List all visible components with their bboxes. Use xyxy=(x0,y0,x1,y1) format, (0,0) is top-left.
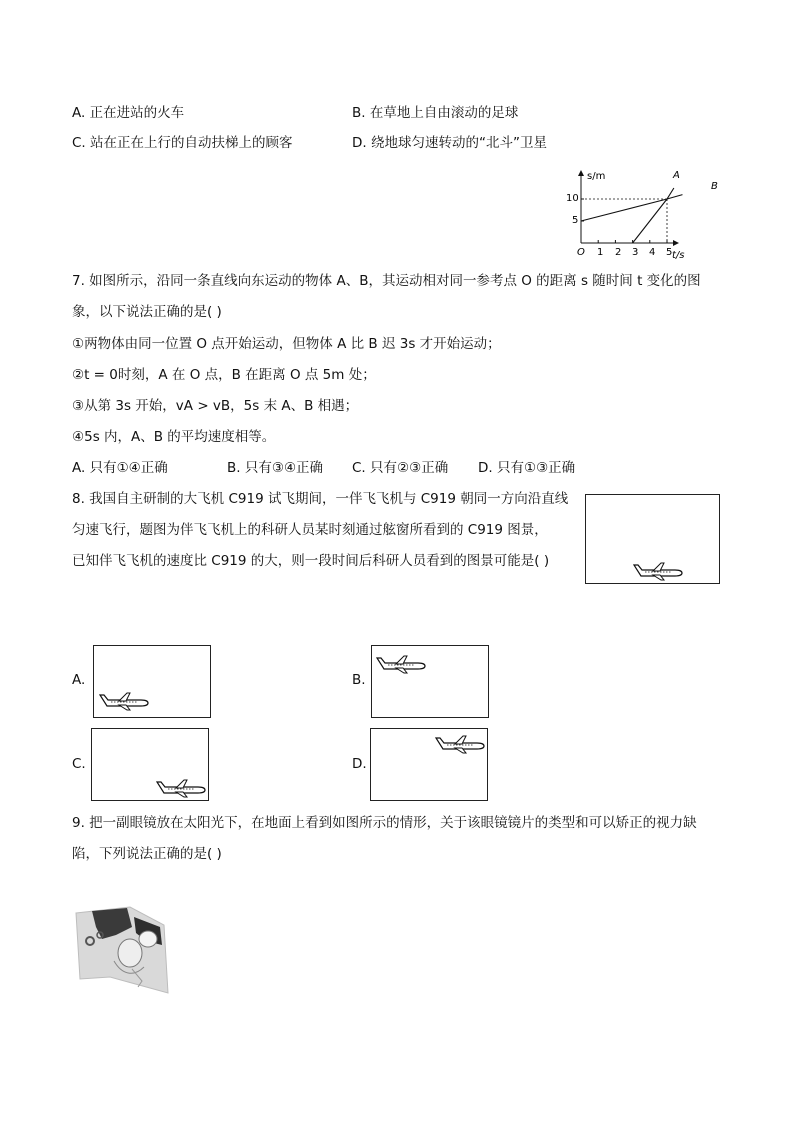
q7-option-c: C. 只有②③正确 xyxy=(352,460,449,476)
q7-statement-2: ②t = 0时刻，A 在 O 点，B 在距离 O 点 5m 处； xyxy=(72,367,376,383)
x-tick-label-2: 2 xyxy=(615,247,622,258)
q6-option-a: A. 正在进站的火车 xyxy=(72,105,185,121)
q8-stem-line3: 已知伴飞飞机的速度比 C919 的大，则一段时间后科研人员看到的图景可能是( ) xyxy=(72,553,550,569)
x-tick-label-4: 4 xyxy=(649,247,656,258)
q9-stem-line2: 陷，下列说法正确的是( ) xyxy=(72,846,222,862)
q7-option-d: D. 只有①③正确 xyxy=(478,460,576,476)
q8-stem-line2: 匀速飞行，题图为伴飞飞机上的科研人员某时刻通过舷窗所看到的 C919 图景， xyxy=(72,522,548,538)
origin-label: O xyxy=(577,247,585,258)
y-axis-label: s/m xyxy=(587,171,606,182)
q8-option-c-label: C. xyxy=(72,756,86,772)
glasses-shadow-photo xyxy=(72,905,172,997)
q7-statement-1: ①两物体由同一位置 O 点开始运动，但物体 A 比 B 迟 3s 才开始运动； xyxy=(72,336,501,352)
airplane-icon xyxy=(154,776,206,798)
airplane-icon xyxy=(631,559,683,581)
q9-stem-line1: 9. 把一副眼镜放在太阳光下，在地面上看到如图所示的情形，关于该眼镜镜片的类型和可以矫正的视力缺 xyxy=(72,815,697,831)
airplane-icon xyxy=(433,732,485,754)
y-tick-label-10: 10 xyxy=(566,193,579,204)
q8-reference-window xyxy=(585,494,720,584)
x-tick-label-1: 1 xyxy=(597,247,604,258)
q7-stem-line1: 7. 如图所示，沿同一条直线向东运动的物体 A、B，其运动相对同一参考点 O 的距离 s 随时间 t 变化的图 xyxy=(72,273,701,289)
q7-st-graph xyxy=(560,165,730,265)
q7-option-b: B. 只有③④正确 xyxy=(227,460,324,476)
x-tick-label-3: 3 xyxy=(632,247,639,258)
q8-option-c-window xyxy=(91,728,209,801)
q7-stem-line2: 象，以下说法正确的是( ) xyxy=(72,304,222,320)
line-a-label: A xyxy=(673,170,680,181)
q6-option-c: C. 站在正在上行的自动扶梯上的顾客 xyxy=(72,135,293,151)
q8-option-d-label: D. xyxy=(352,756,367,772)
series-line-a xyxy=(633,188,674,243)
q8-option-d-window xyxy=(370,728,488,801)
y-tick-label-5: 5 xyxy=(572,215,579,226)
q6-option-b: B. 在草地上自由滚动的足球 xyxy=(352,105,519,121)
line-b-label: B xyxy=(711,181,718,192)
q7-statement-4: ④5s 内，A、B 的平均速度相等。 xyxy=(72,429,276,445)
q8-option-a-label: A. xyxy=(72,672,86,688)
airplane-icon xyxy=(374,652,426,674)
q7-statement-3: ③从第 3s 开始，vA > vB，5s 末 A、B 相遇； xyxy=(72,398,359,414)
q8-stem-line1: 8. 我国自主研制的大飞机 C919 试飞期间，一伴飞飞机与 C919 朝同一方向沿直线 xyxy=(72,491,569,507)
q6-option-d: D. 绕地球匀速转动的“北斗”卫星 xyxy=(352,135,547,151)
x-axis-label: t/s xyxy=(672,250,685,261)
airplane-icon xyxy=(97,689,149,711)
q8-option-b-label: B. xyxy=(352,672,366,688)
q8-option-b-window xyxy=(371,645,489,718)
x-tick-label-5: 5 xyxy=(666,247,673,258)
q8-option-a-window xyxy=(93,645,211,718)
q7-option-a: A. 只有①④正确 xyxy=(72,460,168,476)
